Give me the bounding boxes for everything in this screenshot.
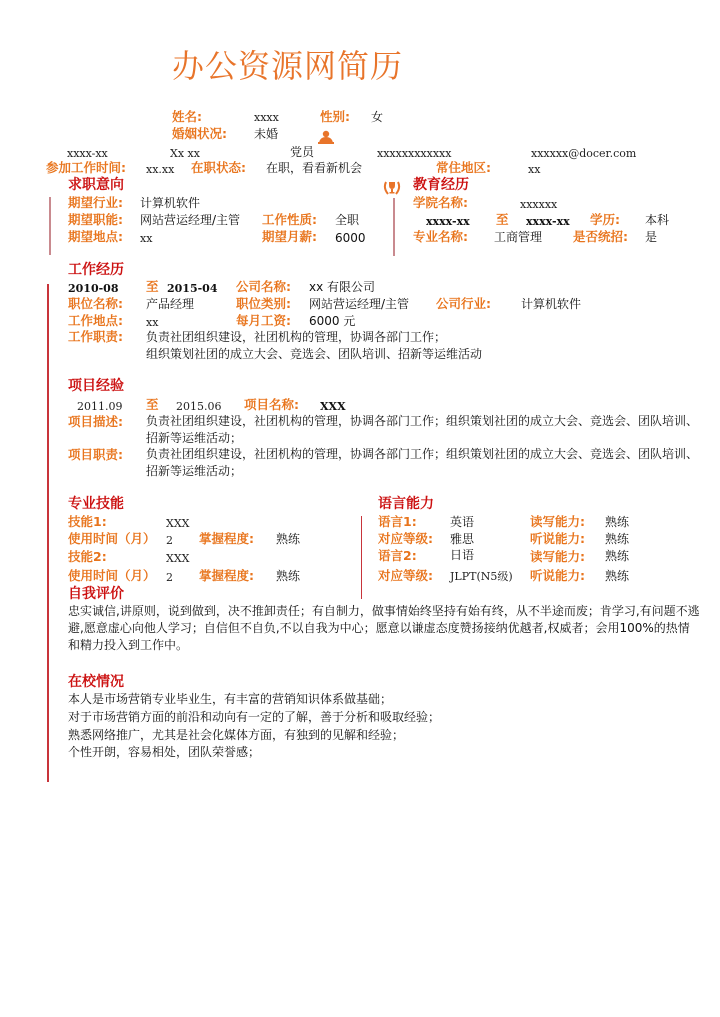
work-position-label: 职位名称: [68, 296, 123, 311]
skill-2-level-label: 掌握程度: [199, 568, 254, 583]
lang-1-rw-label: 读写能力: [530, 514, 585, 529]
campus-line: 本人是市场营销专业毕业生，有丰富的营销知识体系做基础； [68, 692, 393, 706]
page-title: 办公资源网简历 [172, 47, 404, 85]
email-value[interactable]: xxxxxx@docer.com [531, 147, 637, 160]
lang-2-ls-value: 熟练 [605, 569, 630, 583]
work-location-value: xx [146, 316, 159, 329]
skill-1-time-label: 使用时间（月） [68, 531, 156, 546]
intent-nature-value: 全职 [335, 213, 360, 227]
lang-2-rw-value: 熟练 [605, 549, 630, 563]
project-desc-label: 项目描述: [68, 414, 123, 429]
skill-2-label: 技能2: [68, 549, 107, 564]
section-title-project: 项目经验 [68, 378, 124, 394]
lang-1-rw-value: 熟练 [605, 515, 630, 529]
politics-value: 党员 [290, 145, 315, 159]
edu-to-label: 至 [496, 212, 509, 227]
person-icon [318, 130, 334, 144]
work-industry-value: 计算机软件 [521, 297, 582, 311]
lang-2-label: 语言2: [378, 548, 417, 563]
lang-2-value: 日语 [450, 548, 475, 562]
work-category-value: 网站营运经理/主管 [309, 297, 410, 311]
intent-industry-value: 计算机软件 [140, 196, 201, 210]
lang-1-ls-label: 听说能力: [530, 531, 585, 546]
job-status-value: 在职，看看新机会 [266, 161, 363, 175]
campus-line: 熟悉网络推广，尤其是社会化媒体方面，有独到的见解和经验； [68, 728, 405, 742]
campus-line: 个性开朗，容易相处，团队荣誉感； [68, 745, 261, 759]
marital-label: 婚姻状况: [172, 126, 227, 141]
work-company-value: xx 有限公司 [309, 280, 376, 294]
work-start-date: 2010-08 [68, 282, 119, 295]
lang-2-rw-label: 读写能力: [530, 549, 585, 564]
edu-school-label: 学院名称: [413, 195, 468, 210]
lang-1-ls-value: 熟练 [605, 532, 630, 546]
hometown-value: Xx xx [170, 147, 200, 160]
timeline-line [47, 284, 49, 782]
name-value: xxxx [254, 111, 279, 124]
project-end-date: 2015.06 [176, 400, 222, 413]
section-title-self-eval: 自我评价 [68, 586, 124, 602]
intent-location-value: xx [140, 232, 153, 245]
lang-2-ls-label: 听说能力: [530, 568, 585, 583]
work-end-date: 2015-04 [167, 282, 218, 295]
project-to-label: 至 [146, 397, 159, 412]
section-title-languages: 语言能力 [378, 496, 434, 512]
work-start-label: 参加工作时间: [46, 160, 126, 175]
self-eval-text: 忠实诚信,讲原则，说到做到，决不推卸责任；有自制力，做事情始终坚持有始有终，从不半途而废；肯学习,有问题不逃避,愿意虚心向他人学习；自信但不自负,不以自我为中心；愿意以谦虚态度赞扬接纳优越者,权威者；会用100%的热情和精力投入到工作中。 [68, 604, 700, 652]
section-title-education: 教育经历 [413, 177, 469, 193]
section-title-work: 工作经历 [68, 262, 124, 278]
project-start-date: 2011.09 [77, 400, 123, 413]
intent-function-value: 网站营运经理/主管 [140, 213, 241, 227]
project-duty-label: 项目职责: [68, 447, 123, 462]
edu-unified-value: 是 [645, 230, 658, 244]
skill-1-level-value: 熟练 [276, 532, 301, 546]
work-company-label: 公司名称: [236, 279, 291, 294]
edu-degree-value: 本科 [645, 213, 670, 227]
work-start-value: xx.xx [146, 163, 175, 176]
residence-value: xx [528, 163, 541, 176]
project-name-value: XXX [320, 400, 346, 413]
skill-1-level-label: 掌握程度: [199, 531, 254, 546]
intent-salary-label: 期望月薪: [262, 229, 317, 244]
skill-2-value: XXX [166, 552, 190, 565]
residence-label: 常住地区: [436, 160, 491, 175]
project-name-label: 项目名称: [244, 397, 299, 412]
skill-1-time-value: 2 [166, 534, 173, 547]
marital-value: 未婚 [254, 127, 279, 141]
edu-school-value: xxxxxx [520, 198, 558, 211]
work-salary-value: 6000 元 [309, 314, 356, 328]
work-location-label: 工作地点: [68, 313, 123, 328]
project-duty-value: 负责社团组织建设，社团机构的管理，协调各部门工作；组织策划社团的成立大会、竞选会、团队培训、招新等运维活动； [146, 447, 699, 478]
divider-line [393, 198, 395, 256]
lang-2-grade-value: JLPT(N5级) [450, 570, 513, 583]
skill-2-time-value: 2 [166, 571, 173, 584]
project-desc-value: 负责社团组织建设，社团机构的管理，协调各部门工作；组织策划社团的成立大会、竞选会、团队培训、招新等运维活动； [146, 414, 699, 445]
skill-1-value: XXX [166, 517, 190, 530]
gender-value: 女 [371, 110, 384, 124]
section-title-skills: 专业技能 [68, 496, 124, 512]
skill-1-label: 技能1: [68, 514, 107, 529]
work-position-value: 产品经理 [146, 297, 195, 311]
intent-nature-label: 工作性质: [262, 212, 317, 227]
edu-degree-label: 学历: [590, 212, 620, 227]
intent-location-label: 期望地点: [68, 229, 123, 244]
work-category-label: 职位类别: [236, 296, 291, 311]
edu-start-date: xxxx-xx [426, 215, 470, 228]
skill-2-level-value: 熟练 [276, 569, 301, 583]
lang-2-grade-label: 对应等级: [378, 568, 433, 583]
lang-1-value: 英语 [450, 515, 475, 529]
work-duty-line1: 负责社团组织建设，社团机构的管理，协调各部门工作； [146, 330, 447, 344]
column-divider [361, 516, 362, 599]
gender-label: 性别: [320, 109, 350, 124]
work-industry-label: 公司行业: [436, 296, 491, 311]
work-duty-line2: 组织策划社团的成立大会、竞选会、团队培训、招新等运维活动 [146, 347, 483, 361]
trophy-icon [383, 179, 401, 197]
edu-major-label: 专业名称: [413, 229, 468, 244]
section-title-campus: 在校情况 [68, 674, 124, 690]
skill-2-time-label: 使用时间（月） [68, 568, 156, 583]
name-label: 姓名: [172, 109, 202, 124]
intent-industry-label: 期望行业: [68, 195, 123, 210]
intent-salary-value: 6000 [335, 231, 366, 245]
edu-end-date: xxxx-xx [526, 215, 570, 228]
divider-line [49, 197, 51, 255]
job-status-label: 在职状态: [191, 160, 246, 175]
intent-function-label: 期望职能: [68, 212, 123, 227]
work-duty-label: 工作职责: [68, 329, 123, 344]
edu-unified-label: 是否统招: [573, 229, 628, 244]
campus-line: 对于市场营销方面的前沿和动向有一定的了解，善于分析和吸取经验； [68, 710, 441, 724]
birth-value: xxxx-xx [67, 147, 108, 160]
edu-major-value: 工商管理 [494, 230, 543, 244]
lang-1-label: 语言1: [378, 514, 417, 529]
section-title-intent: 求职意向 [68, 177, 124, 193]
phone-value: xxxxxxxxxxxx [377, 147, 452, 160]
lang-1-grade-value: 雅思 [450, 532, 475, 546]
work-to-label: 至 [146, 279, 159, 294]
lang-1-grade-label: 对应等级: [378, 531, 433, 546]
work-salary-label: 每月工资: [236, 313, 291, 328]
